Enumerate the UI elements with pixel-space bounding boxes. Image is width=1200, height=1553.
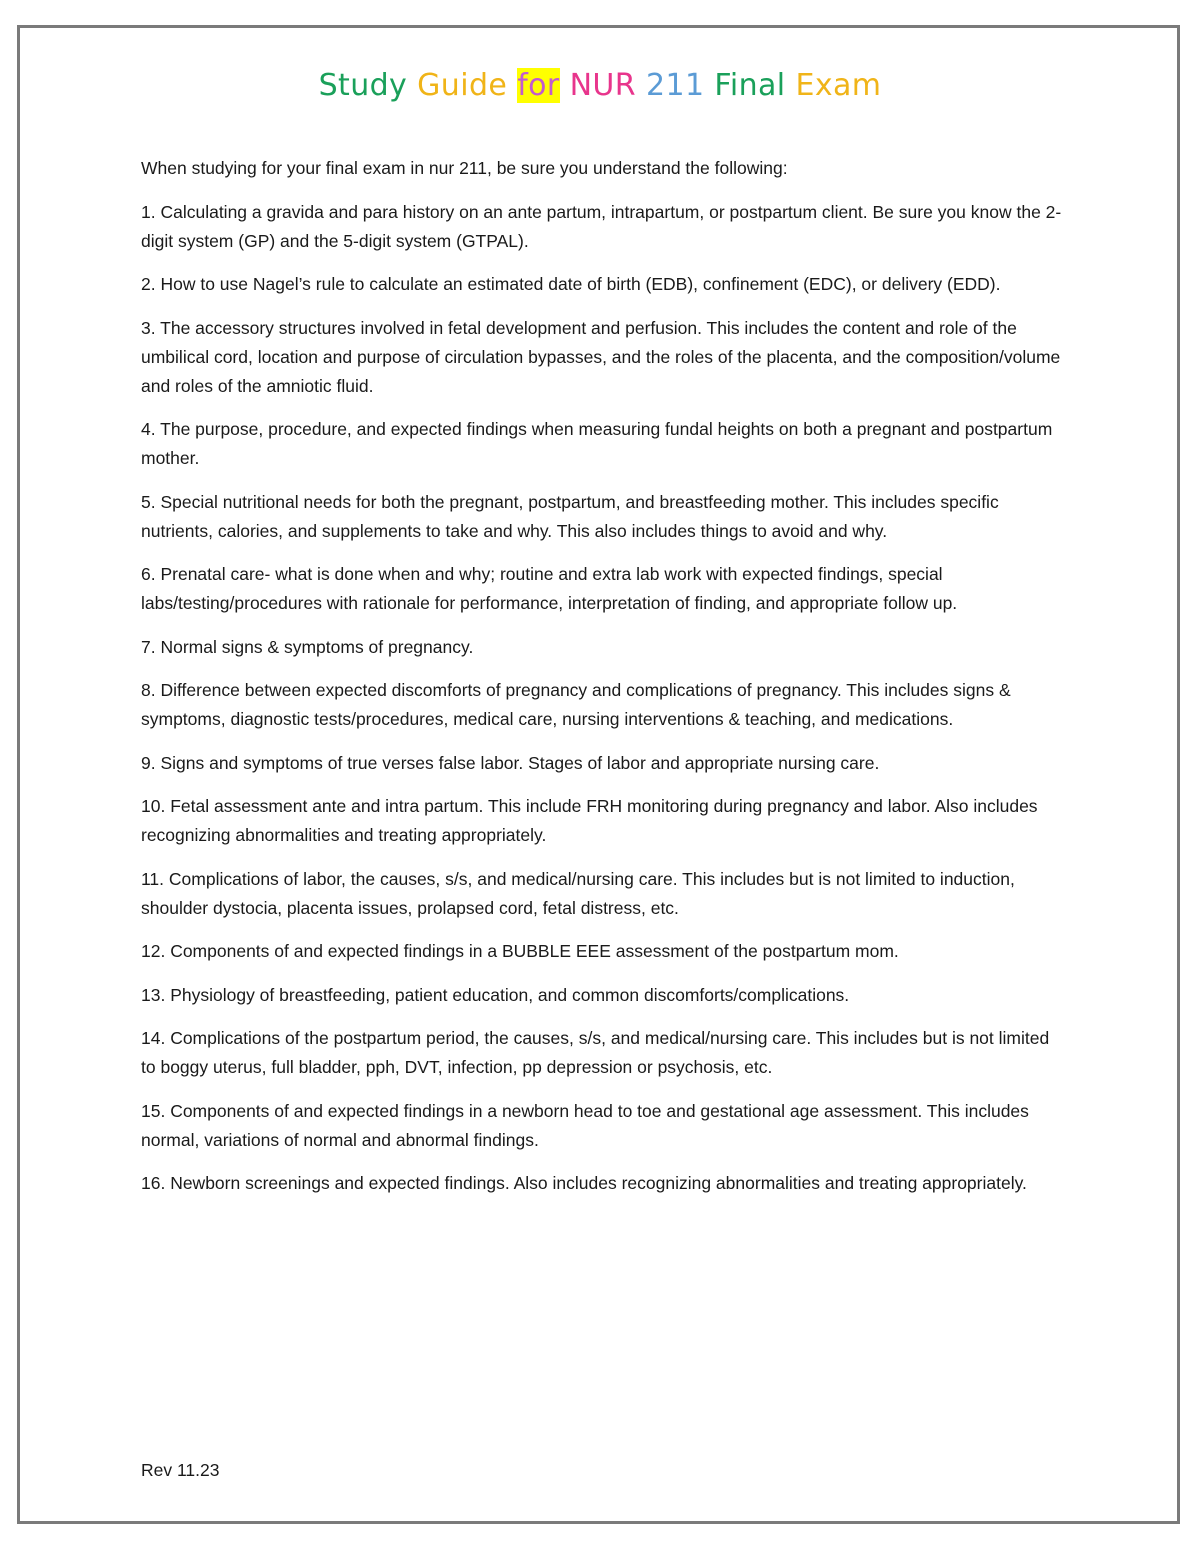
title-word-for: for bbox=[517, 68, 560, 103]
title-word-study: Study bbox=[318, 68, 408, 103]
list-item: 3. The accessory structures involved in fetal development and perfusion. This includes the content and role of the umbilical cord, location and purpose of circulation bypasses, and the roles of the placenta, and the composition/volume and roles of the amniotic fluid. bbox=[141, 317, 1061, 396]
title-word-final: Final bbox=[714, 68, 786, 103]
list-item: 16. Newborn screenings and expected findings. Also includes recognizing abnormalities and treating appropriately. bbox=[141, 1173, 1027, 1193]
list-item: 6. Prenatal care- what is done when and why; routine and extra lab work with expected findings, special labs/testing/procedures with rationale for performance, interpretation of finding, and appropriate follow up. bbox=[141, 564, 958, 613]
title-word-exam: Exam bbox=[795, 68, 882, 103]
list-item: 11. Complications of labor, the causes, s/s, and medical/nursing care. This includes but is not limited to induction, shoulder dystocia, placenta issues, prolapsed cord, fetal distress, etc. bbox=[141, 868, 1015, 918]
list-item: 7. Normal signs & symptoms of pregnancy. bbox=[141, 636, 474, 657]
title-word-guide: Guide bbox=[417, 68, 508, 103]
list-item: 14. Complications of the postpartum period, the causes, s/s, and medical/nursing care. This includes but is not limited to boggy uterus, full bladder, pph, DVT, infection, pp depression or psychosis, etc. bbox=[141, 1028, 1050, 1077]
list-item: 10. Fetal assessment ante and intra partum. This include FRH monitoring during pregnancy and labor. Also includes recognizing abnormalities and treating appropriately. bbox=[141, 796, 1038, 845]
intro-paragraph: When studying for your final exam in nur 211, be sure you understand the following: bbox=[141, 158, 788, 178]
list-item: 4. The purpose, procedure, and expected findings when measuring fundal heights on both a pregnant and postpartum mother. bbox=[141, 419, 1053, 468]
title-word-nur: NUR bbox=[569, 68, 637, 103]
list-item: 12. Components of and expected findings in a BUBBLE EEE assessment of the postpartum mom. bbox=[141, 941, 899, 961]
list-item: 5. Special nutritional needs for both the pregnant, postpartum, and breastfeeding mother. This includes specific nutrients, calories, and supplements to take and why. This also includes things to avoid and why. bbox=[141, 491, 999, 541]
list-item: 8. Difference between expected discomforts of pregnancy and complications of pregnancy. This includes signs & symptoms, diagnostic tests/procedures, medical care, nursing interventions & teaching, and medications. bbox=[141, 680, 1011, 729]
revision-footer: Rev 11.23 bbox=[141, 1460, 220, 1480]
list-item: 9. Signs and symptoms of true verses false labor. Stages of labor and appropriate nursing care. bbox=[141, 752, 880, 773]
title-word-211: 211 bbox=[645, 68, 705, 103]
document-title bbox=[0, 68, 1200, 103]
list-item: 1. Calculating a gravida and para history on an ante partum, intrapartum, or postpartum client. Be sure you know the 2-digit system (GP) and the 5-digit system (GTPAL). bbox=[141, 201, 1062, 251]
list-item: 15. Components of and expected findings in a newborn head to toe and gestational age assessment. This includes normal, variations of normal and abnormal findings. bbox=[141, 1100, 1029, 1150]
list-item: 2. How to use Nagel’s rule to calculate an estimated date of birth (EDB), confinement (EDC), or delivery (EDD). bbox=[141, 274, 1001, 294]
list-item: 13. Physiology of breastfeeding, patient education, and common discomforts/complications. bbox=[141, 984, 850, 1005]
study-guide-body bbox=[141, 154, 1066, 1213]
